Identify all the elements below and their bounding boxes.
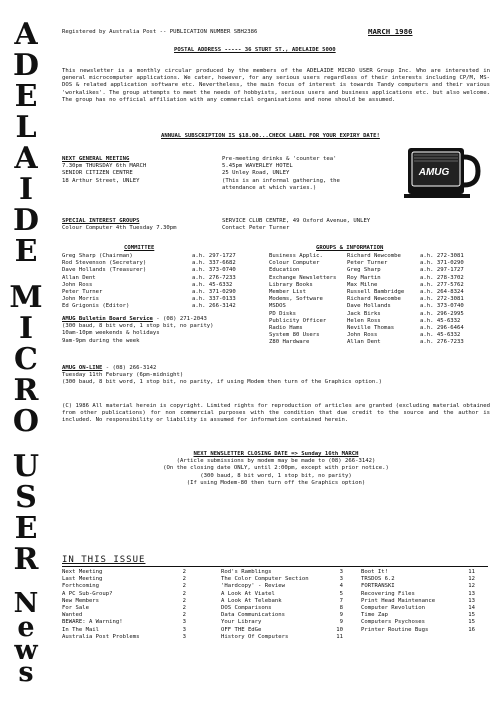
- mug-label: AMUG: [418, 167, 450, 178]
- group-contact: Richard Newcombe: [347, 296, 401, 303]
- group-contact: Greg Sharp: [347, 267, 381, 274]
- toc-title: A Look At Telebank: [221, 597, 282, 604]
- group-topic: System 80 Users: [269, 332, 320, 339]
- group-topic: Radio Hams: [269, 325, 303, 332]
- sig-heading: SPECIAL INTEREST GROUPS: [62, 218, 140, 224]
- toc-item: [221, 627, 343, 634]
- group-contact: Jack Birks: [347, 310, 381, 317]
- toc-item: [221, 612, 343, 619]
- toc-page: 2: [182, 583, 186, 590]
- group-topic: Z80 Hardware: [269, 339, 310, 346]
- toc-item: [62, 634, 186, 641]
- toc-item: [221, 634, 343, 641]
- toc-title: In The Mail: [62, 626, 100, 633]
- committee-phone: a.h. 297-1727: [192, 253, 236, 259]
- masthead-letter: N: [13, 588, 39, 620]
- toc-page: 8: [339, 605, 343, 612]
- groups-row: [269, 339, 464, 346]
- group-topic: Member List: [269, 289, 307, 296]
- toc-page: 2: [182, 597, 186, 604]
- next-meeting-block: [62, 156, 212, 185]
- toc-page: 2: [182, 569, 186, 575]
- bbs-line: 10am-10pm weekends & holidays: [62, 330, 160, 337]
- toc-title: Australia Post Problems: [62, 633, 140, 640]
- copyright-paragraph: (C) 1986 All material herein is copyright. Limited rights for reproduction of articles are granted (excluding material obtained from other publications) for non commercial purposes with the condition that due credit to the source and the author is included. No responsibility or liability is assumed for information contained herein.: [62, 403, 490, 424]
- group-topic: Publicity Officer: [269, 317, 327, 324]
- committee-table: [62, 253, 236, 311]
- closing-heading: NEXT NEWSLETTER CLOSING DATE => Sunday 16th MARCH: [193, 451, 359, 457]
- group-topic: MSDOS: [269, 303, 286, 310]
- toc-item: [221, 583, 343, 590]
- committee-phone: a.h. 276-7233: [192, 274, 236, 281]
- issue-date: MARCH 1986: [368, 27, 413, 36]
- committee-phone: a.h. 373-0740: [192, 267, 236, 274]
- toc-item: [62, 627, 186, 634]
- toc-item: [62, 591, 186, 598]
- toc-title: BEWARE: A Warning!: [62, 619, 123, 626]
- toc-item: [361, 576, 475, 583]
- toc-heading: IN THIS ISSUE: [62, 555, 146, 565]
- committee-name: Greg Sharp (Chairman): [62, 253, 133, 259]
- toc-title: For Sale: [62, 605, 89, 612]
- toc-title: A PC Sub-Group?: [62, 590, 113, 597]
- groups-row: [269, 260, 464, 267]
- committee-name: John Ross: [62, 281, 93, 288]
- toc-item: [361, 627, 475, 634]
- toc-title: Time Zap: [361, 612, 388, 619]
- masthead-letter: A: [14, 140, 38, 176]
- sig-venue: SERVICE CLUB CENTRE, 49 Oxford Avenue, UNLEY: [222, 218, 371, 224]
- toc-page: 14: [468, 605, 475, 612]
- masthead-letter: O: [12, 404, 40, 439]
- sig-venue-block: [222, 218, 370, 232]
- groups-row: [269, 325, 464, 332]
- masthead-letter: I: [18, 311, 34, 347]
- group-phone: a.h. 272-3081: [420, 253, 464, 259]
- meeting-time: 7.30pm THURSDAY 6th MARCH: [62, 163, 147, 170]
- toc-item: [62, 583, 186, 590]
- toc-title: Forthcoming: [62, 583, 100, 590]
- online-line: Tuesday 11th February (6pm-midnight): [62, 372, 184, 379]
- masthead-letter: L: [15, 109, 37, 145]
- committee-name: Allan Dent: [62, 274, 96, 281]
- committee-phone: a.h. 45-6332: [192, 281, 233, 288]
- bbs-line: 9am-9pm during the week: [62, 337, 140, 344]
- group-topic: Colour Computer: [269, 260, 320, 267]
- groups-row: [269, 267, 464, 274]
- toc-page: 3: [339, 576, 343, 583]
- group-topic: Modems, Software: [269, 296, 323, 303]
- registration-line: Registered by Australia Post -- PUBLICATION NUMBER SBH2386: [62, 29, 258, 35]
- toc-page: 3: [182, 619, 186, 626]
- groups-row: [269, 289, 464, 296]
- toc-page: 9: [339, 619, 343, 626]
- toc-title: Your Library: [221, 619, 262, 626]
- toc-item: [221, 591, 343, 598]
- group-contact: Russell Bambridge: [347, 289, 405, 296]
- masthead-letter: s: [18, 657, 34, 689]
- toc-page: 13: [468, 590, 475, 597]
- group-contact: Dave Hollands: [347, 303, 391, 310]
- committee-name: Rod Stevenson (Secretary): [62, 260, 147, 267]
- closing-block: [62, 451, 490, 487]
- committee-row: [62, 296, 236, 303]
- group-contact: Peter Turner: [347, 260, 388, 267]
- masthead-letter: M: [9, 280, 43, 316]
- meeting-venue: SENIOR CITIZEN CENTRE: [62, 170, 133, 177]
- committee-row: [62, 267, 236, 274]
- closing-line: (Article submissions by modem may be made to (08) 266-3142): [176, 458, 376, 465]
- group-phone: a.h. 45-6332: [420, 317, 461, 324]
- committee-phone: a.h. 337-6682: [192, 260, 236, 267]
- masthead-letter: e: [17, 612, 35, 644]
- toc-item: [62, 598, 186, 605]
- toc-item: [221, 576, 343, 583]
- masthead-letter: C: [14, 342, 38, 378]
- committee-row: [62, 282, 236, 289]
- toc-title: Computers Psychoses: [361, 619, 425, 626]
- toc-title: OFF THE EdGe: [221, 626, 262, 633]
- closing-line: (On the closing date ONLY, until 2:00pm, except with prior notice.): [163, 465, 389, 472]
- masthead-letter: w: [14, 634, 38, 666]
- groups-row: [269, 332, 464, 339]
- closing-line: (If using Modem-80 then turn off the Graphics option): [186, 479, 366, 486]
- groups-heading: GROUPS & INFORMATION: [316, 245, 384, 251]
- committee-name: Dave Hollands (Treasurer): [62, 267, 147, 274]
- group-phone: a.h. 264-8324: [420, 289, 464, 296]
- pre-meeting-line: (This is an informal gathering, the: [222, 177, 340, 184]
- masthead-letter: R: [13, 373, 39, 409]
- masthead-letter: E: [14, 233, 38, 269]
- masthead-letter: D: [12, 202, 39, 238]
- group-phone: a.h. 277-5762: [420, 281, 464, 288]
- next-meeting-heading: NEXT GENERAL MEETING: [62, 156, 130, 162]
- groups-row: [269, 275, 464, 282]
- toc-col-3: [361, 569, 475, 634]
- group-topic: PD Disks: [269, 310, 296, 317]
- meeting-address: 18 Arthur Street, UNLEY: [62, 177, 140, 184]
- toc-page: 10: [336, 626, 343, 633]
- intro-paragraph: This newsletter is a monthly circular produced by the members of the ADELAIDE MICRO USER Group Inc. Who are interested in general microcomputer applications. We cater, however, for any serious users regardless of their interests including CP/M, MS-DOS & related application software etc. Nevertheless, the main focus of interest is towards Tandy computers and their various 'workalikes'. The group attempts to meet the needs of hobbyists, serious users and business applications etc. but also welcome. The group has no official affiliation with any commercial organisations and none should be assumed.: [62, 68, 490, 103]
- toc-page: 7: [339, 597, 343, 604]
- pre-meeting-line: Pre-meeting drinks & 'counter tea': [222, 156, 337, 162]
- toc-page: 3: [339, 569, 343, 575]
- committee-heading: COMMITTEE: [124, 245, 155, 251]
- toc-item: [62, 605, 186, 612]
- toc-page: 9: [339, 612, 343, 619]
- toc-title: Next Meeting: [62, 569, 103, 575]
- group-phone: a.h. 296-2995: [420, 310, 464, 317]
- toc-title: TRSDOS 6.2: [361, 576, 395, 583]
- toc-col-1: [62, 569, 186, 641]
- closing-line: (300 baud, 8 bit word, 1 stop bit, no parity): [200, 472, 352, 479]
- bbs-phone: - (08) 271-2043: [152, 316, 207, 322]
- toc-title: Computer Revolution: [361, 605, 425, 612]
- toc-item: [221, 569, 343, 576]
- toc-page: 2: [182, 590, 186, 597]
- groups-row: [269, 253, 464, 260]
- toc-page: 13: [468, 597, 475, 604]
- online-phone: - (08) 266-3142: [102, 365, 157, 371]
- toc-title: Boot It!: [361, 569, 388, 575]
- toc-item: [221, 605, 343, 612]
- toc-title: Wanted: [62, 612, 83, 619]
- toc-item: [361, 591, 475, 598]
- toc-page: 2: [182, 576, 186, 583]
- group-contact: Allan Dent: [347, 339, 381, 346]
- group-phone: a.h. 297-1727: [420, 267, 464, 274]
- toc-title: Rod's Ramblings: [221, 569, 272, 575]
- groups-row: [269, 318, 464, 325]
- groups-row: [269, 311, 464, 318]
- pre-meeting-line: 25 Unley Road, UNLEY: [222, 170, 290, 177]
- committee-name: Peter Turner: [62, 289, 103, 296]
- toc-page: 5: [339, 590, 343, 597]
- toc-page: 11: [336, 633, 343, 640]
- pre-meeting-line: 5.45pm WAVERLEY HOTEL: [222, 163, 293, 170]
- toc-item: [221, 598, 343, 605]
- subscription-notice: ANNUAL SUBSCRIPTION IS $18.00...CHECK LABEL FOR YOUR EXPIRY DATE!: [161, 133, 380, 139]
- bbs-heading: AMUG Bulletin Board Service: [62, 316, 153, 322]
- toc-page: 4: [339, 583, 343, 590]
- group-contact: Roy Martin: [347, 274, 381, 281]
- committee-row: [62, 303, 236, 310]
- toc-item: [361, 569, 475, 576]
- toc-page: 15: [468, 612, 475, 619]
- group-topic: Education: [269, 267, 300, 274]
- toc-title: DOS Comparisons: [221, 605, 272, 612]
- postal-address: POSTAL ADDRESS ----- 36 STURT ST., ADELAIDE 5000: [174, 47, 336, 53]
- groups-row: [269, 282, 464, 289]
- toc-page: 11: [468, 569, 475, 575]
- group-contact: John Ross: [347, 332, 378, 339]
- committee-name: John Morris: [62, 296, 100, 303]
- toc-page: 2: [182, 612, 186, 619]
- committee-name: Ed Grigonis (Editor): [62, 303, 130, 310]
- toc-title: Recovering Files: [361, 590, 415, 597]
- toc-item: [62, 612, 186, 619]
- groups-table: [269, 253, 464, 347]
- toc-title: The Color Computer Section: [221, 576, 309, 583]
- group-contact: Richard Newcombe: [347, 253, 401, 259]
- group-topic: Business Applic.: [269, 253, 323, 259]
- toc-title: A Look At Viatel: [221, 590, 275, 597]
- group-phone: a.h. 276-7233: [420, 339, 464, 346]
- pre-meeting-line: attendance at which varies.): [222, 184, 317, 191]
- pre-meeting-block: [222, 156, 402, 192]
- masthead-letter: R: [13, 541, 39, 577]
- group-contact: Neville Thomas: [347, 325, 395, 332]
- group-phone: a.h. 296-6464: [420, 325, 464, 332]
- committee-row: [62, 275, 236, 282]
- masthead-letter: E: [14, 78, 38, 114]
- committee-row: [62, 260, 236, 267]
- toc-item: [361, 598, 475, 605]
- committee-row: [62, 253, 236, 260]
- toc-page: 15: [468, 619, 475, 626]
- group-contact: Max Milne: [347, 281, 378, 288]
- toc-page: 3: [182, 633, 186, 640]
- group-phone: a.h. 278-3702: [420, 274, 464, 281]
- group-phone: a.h. 45-6332: [420, 332, 461, 339]
- committee-phone: a.h. 371-0290: [192, 289, 236, 296]
- toc-title: 'Hardcopy' - Review: [221, 583, 285, 590]
- toc-item: [361, 612, 475, 619]
- group-phone: a.h. 272-3081: [420, 296, 464, 303]
- toc-item: [361, 619, 475, 626]
- masthead-letter: U: [12, 448, 40, 484]
- sig-block: [62, 218, 177, 232]
- groups-row: [269, 296, 464, 303]
- toc-title: New Members: [62, 597, 100, 604]
- masthead-letter: S: [15, 479, 37, 515]
- toc-page: 12: [468, 583, 475, 590]
- toc-item: [361, 605, 475, 612]
- toc-title: History Of Computers: [221, 633, 289, 640]
- online-block: [62, 365, 382, 387]
- sig-contact: Contact Peter Turner: [222, 225, 290, 232]
- group-phone: a.h. 373-0740: [420, 303, 464, 310]
- toc-page: 12: [468, 576, 475, 583]
- toc-page: 3: [182, 626, 186, 633]
- toc-divider: [62, 566, 488, 567]
- toc-item: [62, 576, 186, 583]
- masthead-letter: D: [12, 47, 39, 83]
- toc-title: Last Meeting: [62, 576, 103, 583]
- toc-item: [361, 583, 475, 590]
- toc-col-2: [221, 569, 343, 641]
- group-phone: a.h. 371-0290: [420, 260, 464, 267]
- committee-phone: a.h. 337-0133: [192, 296, 236, 303]
- toc-page: 16: [468, 626, 475, 633]
- group-contact: Helen Ross: [347, 317, 381, 324]
- group-topic: Exchange Newsletters: [269, 274, 337, 281]
- online-line: (300 baud, 8 bit word, 1 stop bit, no parity, if using Modem then turn of the Graphics option.): [62, 379, 382, 386]
- toc-item: [62, 619, 186, 626]
- bbs-line: (300 baud, 8 bit word, 1 stop bit, no parity): [62, 323, 214, 330]
- committee-phone: a.h. 266-3142: [192, 303, 236, 310]
- toc-item: [62, 569, 186, 576]
- masthead-letter: A: [14, 17, 38, 52]
- toc-title: Print Head Maintenance: [361, 597, 436, 604]
- toc-page: 2: [182, 605, 186, 612]
- groups-row: [269, 303, 464, 310]
- toc-title: Printer Routine Bugs: [361, 626, 429, 633]
- bbs-block: [62, 316, 214, 345]
- online-heading: AMUG ON-LINE: [62, 365, 103, 371]
- sig-line: Colour Computer 4th Tuesday 7.30pm: [62, 225, 177, 232]
- toc-title: FORTRANSKI: [361, 583, 395, 590]
- amug-mug-logo: [404, 145, 484, 201]
- committee-row: [62, 289, 236, 296]
- masthead-vertical: [4, 17, 48, 700]
- masthead-letter: I: [18, 171, 34, 207]
- toc-title: Data Communications: [221, 612, 285, 619]
- masthead-letter: E: [14, 510, 38, 546]
- toc-item: [221, 619, 343, 626]
- group-topic: Library Books: [269, 281, 313, 288]
